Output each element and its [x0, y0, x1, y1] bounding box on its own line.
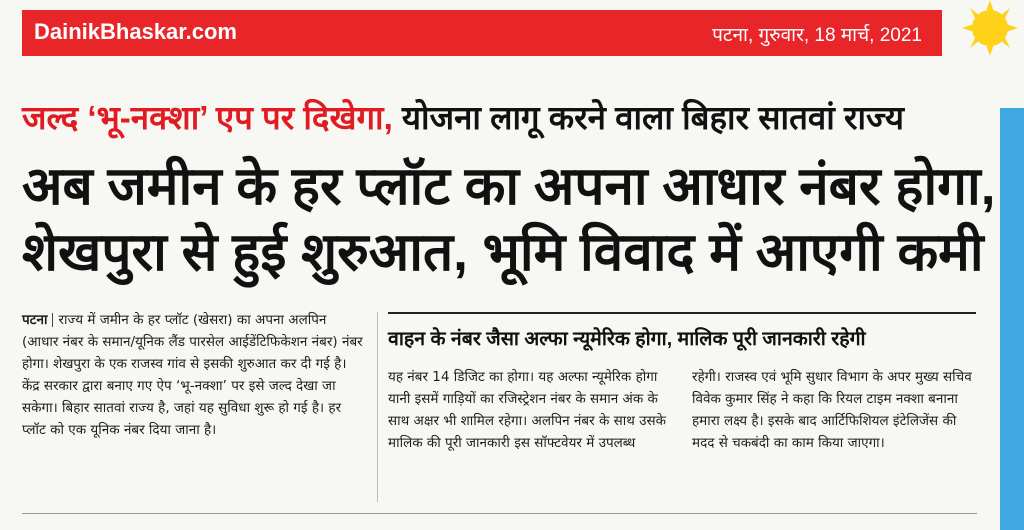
- masthead-bar: [22, 10, 942, 56]
- subhead: वाहन के नंबर जैसा अल्फा न्यूमेरिक होगा, मालिक पूरी जानकारी रहेगी: [388, 328, 866, 350]
- dateline: पटना, गुरुवार, 18 मार्च, 2021: [712, 25, 922, 46]
- brand-logo-text[interactable]: DainikBhaskar.com: [34, 19, 237, 44]
- sun-icon: [930, 0, 1024, 80]
- kicker-black: योजना लागू करने वाला बिहार सातवां राज्य: [392, 99, 905, 136]
- place-separator: [52, 313, 53, 327]
- bottom-rule: [22, 513, 977, 514]
- column-divider: [377, 312, 378, 502]
- place-tag: पटना: [22, 312, 48, 328]
- article-column-3: रहेगी। राजस्व एवं भूमि सुधार विभाग के अपर मुख्य सचिव विवेक कुमार सिंह ने कहा कि रियल टाइम नक्शा बनाना हमारा लक्ष्य है। इसके बाद आर्टिफिशियल इंटेलिजेंस की मदद से चकबंदी का काम किया जाएगा।: [692, 369, 972, 451]
- kicker-red: जल्द ‘भू-नक्शा’ एप पर दिखेगा,: [22, 99, 393, 136]
- headline-line-2: शेखपुरा से हुई शुरुआत, भूमि विवाद में आएगी कमी: [22, 223, 984, 282]
- kicker-headline: [22, 94, 997, 139]
- lead-text: राज्य में जमीन के हर प्लॉट (खेसरा) का अपना अलपिन (आधार नंबर के समान/यूनिक लैंड पारसेल आईडेंटिफिकेशन नंबर) नंबर होगा। शेखपुरा के एक राजस्व गांव से इसकी शुरुआत कर दी गई है। केंद्र सरकार द्वारा बनाए गए ऐप ‘भू-नक्शा’ पर इसे जल्द देखा जा सकेगा। बिहार सातवां राज्य है, जहां यह सुविधा शुरू हो गई है। हर प्लॉट को एक यूनिक नंबर दिया जाना है।: [22, 312, 363, 438]
- headline-line-1: अब जमीन के हर प्लॉट का अपना आधार नंबर होगा,: [22, 157, 996, 216]
- article-lead-column: [22, 309, 367, 441]
- subhead-rule: [388, 312, 976, 314]
- side-accent-bar: [1000, 108, 1024, 530]
- article-column-2: यह नंबर 14 डिजिट का होगा। यह अल्फा न्यूमेरिक होगा यानी इसमें गाड़ियों का रजिस्ट्रेशन नंबर के समान अंक के साथ अक्षर भी शामिल रहेगा। अलपिन नंबर के साथ उसके मालिक की पूरी जानकारी इस सॉफ्टवेयर में उपलब्ध: [388, 369, 667, 451]
